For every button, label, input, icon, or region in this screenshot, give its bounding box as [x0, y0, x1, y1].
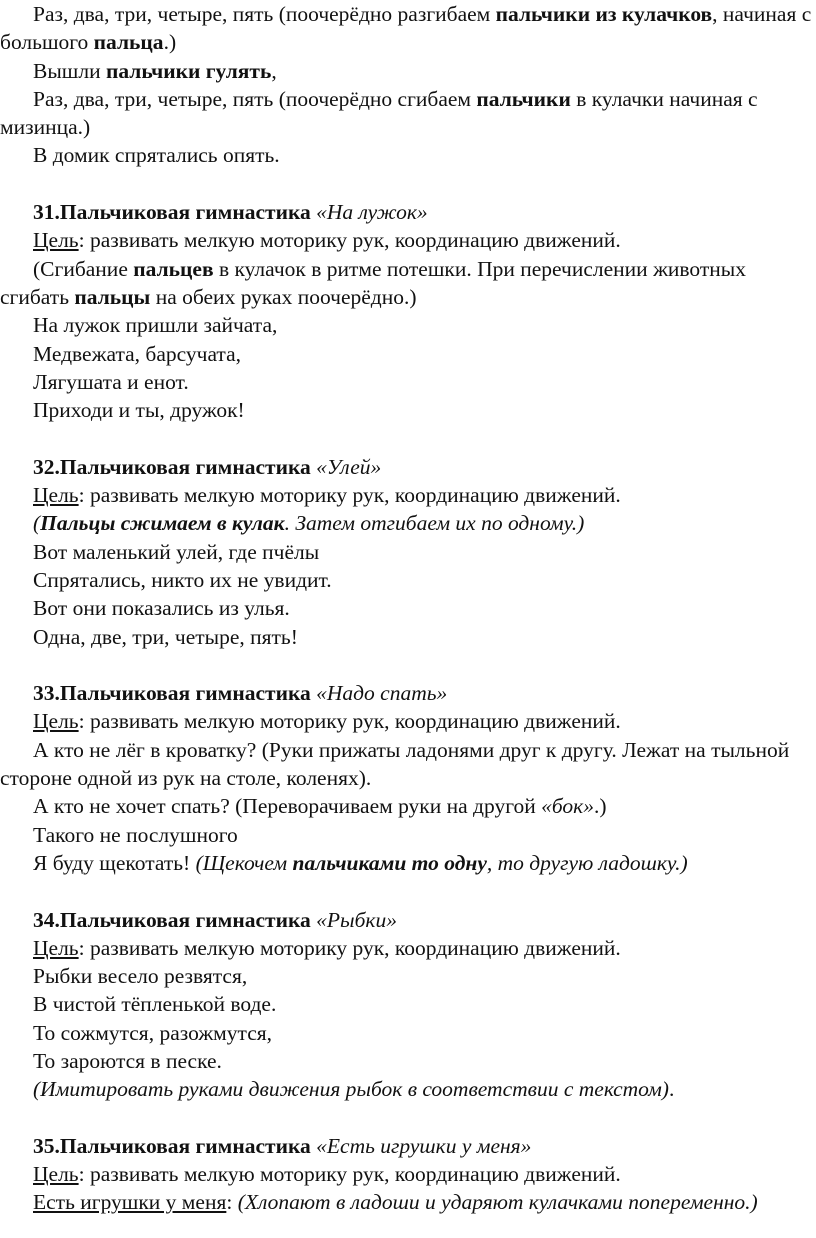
bold-italic-text: пальчиками то одну [292, 850, 487, 875]
section-33-line-1: А кто не лёг в кроватку? (Руки прижаты ладонями друг к другу. Лежат на тыльной стороне одной из рук на столе, коленях). [0, 737, 790, 791]
text: : [226, 1190, 238, 1215]
verse-line: Вот маленький улей, где пчёлы [33, 539, 320, 564]
section-title: Пальчиковая гимнастика [59, 454, 311, 479]
section-31-goal [0, 226, 816, 254]
section-34-goal [0, 934, 816, 962]
section-number: 31. [33, 200, 60, 225]
section-31-instruction [0, 255, 816, 312]
verse-line: То сожмутся, разожмутся, [33, 1020, 272, 1045]
verse-line: Вот они показались из улья. [33, 596, 290, 621]
italic-text: . Затем отгибаем их по одному.) [284, 511, 585, 536]
section-name: «Надо спать» [310, 681, 448, 706]
section-32-goal [0, 481, 816, 509]
section-title: Пальчиковая гимнастика [59, 907, 311, 932]
section-33-line-2 [0, 792, 816, 820]
section-title: Пальчиковая гимнастика [59, 200, 311, 225]
verse-line: Лягушата и енот. [33, 369, 189, 394]
goal-label: Цель [33, 935, 79, 960]
section-number: 33. [33, 681, 60, 706]
bold-text: пальчики [476, 86, 571, 111]
verse-line: Рыбки весело резвятся, [33, 964, 248, 989]
spacer [0, 651, 816, 679]
section-name: «Улей» [310, 454, 382, 479]
section-title: Пальчиковая гимнастика [59, 681, 311, 706]
section-35-line-1 [0, 1188, 816, 1216]
section-32-instruction [0, 509, 816, 537]
bold-text: пальцы [74, 284, 151, 309]
goal-text: : развивать мелкую моторику рук, координацию движений. [78, 1162, 621, 1187]
section-33-goal [0, 707, 816, 735]
spacer [0, 877, 816, 905]
text: Раз, два, три, четыре, пять (поочерёдно сгибаем [33, 86, 477, 111]
verse-line: На лужок пришли зайчата, [33, 313, 278, 338]
intro-line-3 [0, 85, 816, 142]
text: Раз, два, три, четыре, пять (поочерёдно разгибаем [33, 2, 496, 26]
section-34-note [0, 1075, 816, 1103]
text: Вышли [33, 58, 106, 83]
bold-text: пальцев [133, 256, 214, 281]
section-title: Пальчиковая гимнастика [59, 1133, 311, 1158]
section-number: 35. [33, 1133, 60, 1158]
text: на обеих руках поочерёдно.) [150, 284, 417, 309]
section-name: «На лужок» [310, 200, 428, 225]
italic-text: (Имитировать руками движения рыбок в соответствии с текстом) [33, 1077, 669, 1102]
intro-line-2 [0, 57, 816, 85]
goal-text: : развивать мелкую моторику рук, координацию движений. [78, 228, 621, 253]
section-35-heading [0, 1132, 816, 1160]
intro-line-1 [0, 0, 816, 57]
section-32-heading [0, 453, 816, 481]
italic-text: «бок» [541, 794, 594, 819]
italic-text: , то другую ладошку.) [486, 850, 688, 875]
goal-label: Цель [33, 228, 79, 253]
goal-label: Цель [33, 709, 79, 734]
bold-text: пальчики из кулачков [495, 2, 713, 26]
section-31-heading [0, 198, 816, 226]
italic-text: (Хлопают в ладоши и ударяют кулачками попеременно.) [237, 1190, 758, 1215]
verse-line: Спрятались, никто их не увидит. [33, 567, 332, 592]
text: . [668, 1077, 675, 1102]
text: в кулачок в ритме потешки. При перечислении животных сгибать [0, 256, 746, 309]
spacer [0, 170, 816, 198]
bold-italic-text: Пальцы сжимаем в кулак [40, 511, 285, 536]
section-name: «Есть игрушки у меня» [310, 1133, 532, 1158]
italic-text: ( [33, 511, 41, 536]
text: (Сгибание [33, 256, 134, 281]
text: А кто не хочет спать? (Переворачиваем руки на другой [33, 794, 542, 819]
verse-line: То зароются в песке. [33, 1048, 222, 1073]
intro-line-4: В домик спрятались опять. [33, 143, 280, 168]
underlined-text: Есть игрушки у меня [33, 1190, 227, 1215]
section-number: 34. [33, 907, 60, 932]
verse-line: Одна, две, три, четыре, пять! [33, 624, 298, 649]
verse-line: Приходи и ты, дружок! [33, 398, 245, 423]
goal-label: Цель [33, 1162, 79, 1187]
goal-text: : развивать мелкую моторику рук, координацию движений. [78, 483, 621, 508]
section-33-heading [0, 679, 816, 707]
spacer [0, 424, 816, 452]
text: в кулачки начиная с мизинца.) [0, 86, 758, 140]
text: .) [163, 30, 177, 55]
text: , начиная с большого [0, 2, 812, 55]
section-33-line-4 [0, 849, 816, 877]
text: .) [593, 794, 607, 819]
bold-text: пальца [93, 30, 164, 55]
section-name: «Рыбки» [310, 907, 397, 932]
text: Я буду щекотать! [33, 850, 196, 875]
bold-text: пальчики гулять [105, 58, 272, 83]
goal-text: : развивать мелкую моторику рук, координацию движений. [78, 709, 621, 734]
verse-line: Медвежата, барсучата, [33, 341, 242, 366]
goal-label: Цель [33, 483, 79, 508]
goal-text: : развивать мелкую моторику рук, координацию движений. [78, 935, 621, 960]
section-35-goal [0, 1160, 816, 1188]
spacer [0, 1104, 816, 1132]
section-34-heading [0, 906, 816, 934]
italic-text: (Щекочем [195, 850, 293, 875]
section-number: 32. [33, 454, 60, 479]
text: , [271, 58, 277, 83]
verse-line: В чистой тёпленькой воде. [33, 992, 277, 1017]
section-33-line-3: Такого не послушного [33, 822, 238, 847]
